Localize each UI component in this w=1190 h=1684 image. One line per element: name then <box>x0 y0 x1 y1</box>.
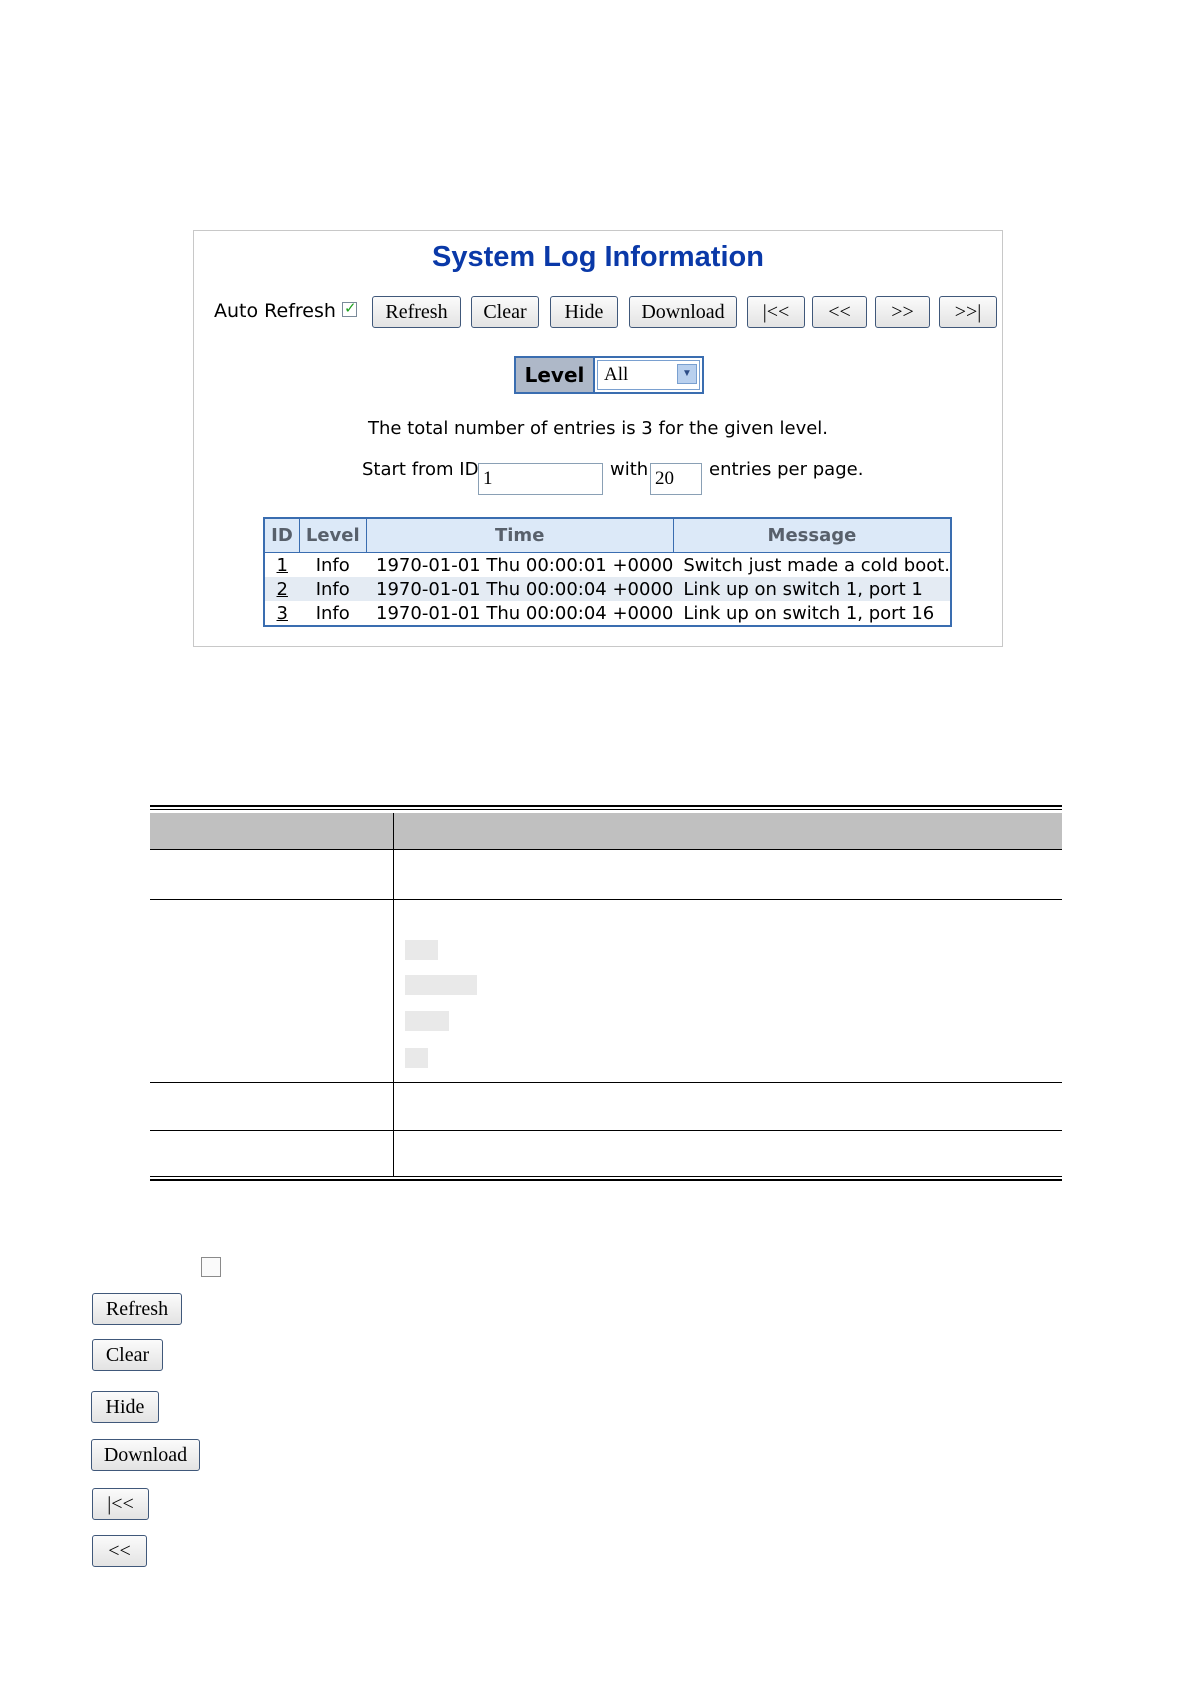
log-level: Info <box>315 554 350 576</box>
column-header-message: Message <box>673 518 951 553</box>
download-button-sample[interactable]: Download <box>91 1439 200 1471</box>
column-header-time: Time <box>366 518 673 553</box>
log-level: Info <box>299 577 366 601</box>
table-row <box>264 553 951 578</box>
table-row <box>264 601 951 626</box>
log-message: Link up on switch 1, port 16 <box>683 602 935 624</box>
system-log-panel <box>193 230 1003 647</box>
log-id-link[interactable]: 1 <box>276 554 288 576</box>
level-select-value: All <box>604 364 629 385</box>
table-bottom-rule-thin <box>150 1176 1062 1177</box>
placeholder-chip <box>405 1011 449 1031</box>
placeholder-chip <box>405 975 477 995</box>
column-header-level: Level <box>299 518 366 553</box>
auto-refresh-checkbox[interactable] <box>342 302 357 317</box>
entries-per-page-input[interactable]: 20 <box>650 463 702 495</box>
log-id-link[interactable]: 2 <box>276 578 288 600</box>
level-select[interactable] <box>597 360 700 390</box>
auto-refresh-checkbox-sample[interactable] <box>201 1257 221 1277</box>
description-header <box>150 813 1062 849</box>
first-page-button[interactable]: |<< <box>747 296 805 328</box>
log-time: 1970-01-01 Thu 00:00:01 +0000 <box>376 554 674 576</box>
refresh-button-sample[interactable]: Refresh <box>92 1293 182 1325</box>
page-title: System Log Information <box>432 241 764 273</box>
row-divider <box>150 849 1062 850</box>
log-table <box>263 517 952 627</box>
hide-button[interactable]: Hide <box>550 296 618 328</box>
row-divider <box>150 899 1062 900</box>
table-bottom-rule <box>150 1179 1062 1181</box>
refresh-button[interactable]: Refresh <box>372 296 461 328</box>
first-page-button-sample[interactable]: |<< <box>92 1488 149 1520</box>
with-label: with <box>610 459 649 480</box>
auto-refresh-label: Auto Refresh <box>214 300 336 322</box>
level-filter <box>514 356 704 394</box>
chevron-down-icon[interactable]: ▼ <box>677 364 697 384</box>
download-button[interactable]: Download <box>629 296 737 328</box>
placeholder-chip <box>405 1048 428 1068</box>
table-top-rule <box>150 805 1062 807</box>
level-label: Level <box>516 358 595 392</box>
table-row <box>264 577 951 601</box>
column-divider <box>393 813 394 1177</box>
prev-page-button-sample[interactable]: << <box>92 1535 147 1567</box>
row-divider <box>150 1082 1062 1083</box>
start-from-label: Start from ID <box>362 459 479 480</box>
hide-button-sample[interactable]: Hide <box>91 1391 159 1423</box>
log-id-link[interactable]: 3 <box>276 602 288 624</box>
total-entries-text: The total number of entries is 3 for the given level. <box>367 418 829 439</box>
log-message: Link up on switch 1, port 1 <box>673 577 951 601</box>
log-time: 1970-01-01 Thu 00:00:04 +0000 <box>366 577 673 601</box>
last-page-button[interactable]: >>| <box>939 296 997 328</box>
placeholder-chip <box>405 940 438 960</box>
entries-per-page-label: entries per page. <box>709 459 864 480</box>
next-page-button[interactable]: >> <box>875 296 930 328</box>
row-divider <box>150 1130 1062 1131</box>
description-table <box>150 805 1062 1180</box>
prev-page-button[interactable]: << <box>812 296 867 328</box>
column-header-id: ID <box>264 518 299 553</box>
table-top-rule-thin <box>150 809 1062 810</box>
log-level: Info <box>315 602 350 624</box>
clear-button-sample[interactable]: Clear <box>92 1339 163 1371</box>
log-message: Switch just made a cold boot. <box>683 554 950 576</box>
log-time: 1970-01-01 Thu 00:00:04 +0000 <box>376 602 674 624</box>
start-id-input[interactable]: 1 <box>478 463 603 495</box>
clear-button[interactable]: Clear <box>471 296 539 328</box>
